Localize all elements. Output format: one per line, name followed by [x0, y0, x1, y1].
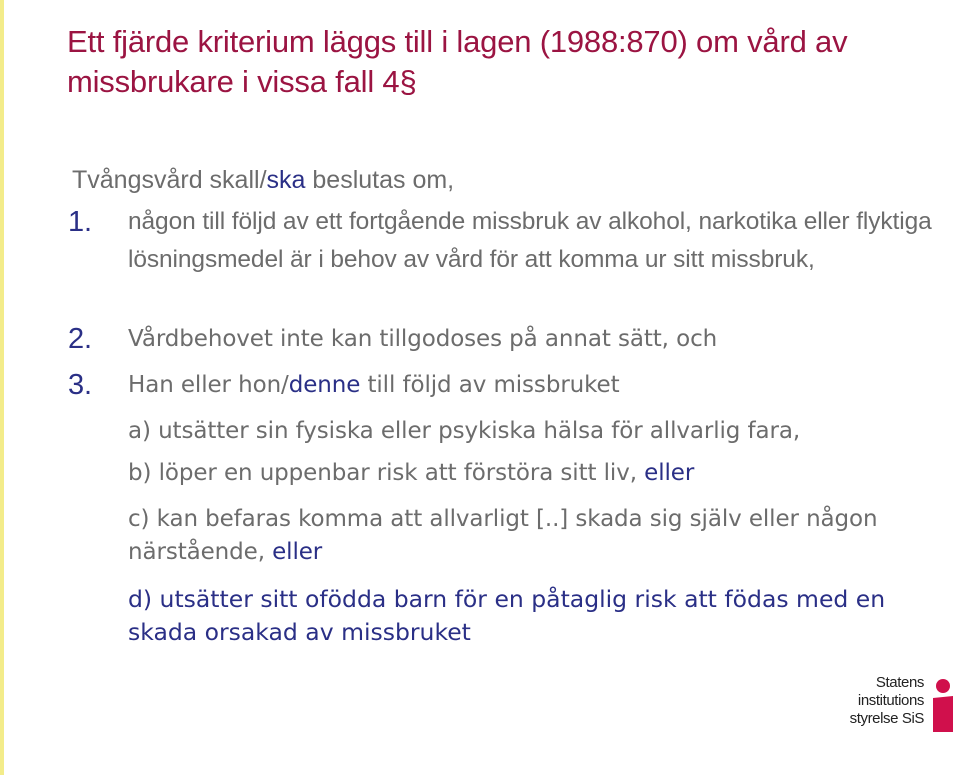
subitem-a — [128, 414, 948, 449]
sis-logo — [849, 674, 960, 754]
subitem-d — [128, 583, 948, 649]
slide-title: Ett fjärde kriterium läggs till i lagen (1988:870) om vård av missbrukare i vissa fall 4§ — [67, 24, 848, 99]
list-item-2 — [68, 320, 948, 358]
side-accent-bar — [0, 0, 4, 775]
subitem-a-text: a) utsätter sin fysiska eller psykiska hälsa för allvarlig fara, — [128, 418, 801, 444]
list-number-2: 2. — [68, 323, 92, 355]
subitem-b-text: b) löper en uppenbar risk att förstöra sitt liv, — [128, 460, 645, 486]
subitem-c-text: c) kan befaras komma att allvarligt [..] skada sig själv eller någon närstående, — [128, 506, 878, 565]
list-text-3-suffix: till följd av missbruket — [360, 372, 620, 398]
subitem-b — [128, 456, 948, 491]
list-item-3 — [68, 366, 948, 404]
sis-logo-icon — [930, 678, 956, 736]
subitem-d-text: d) utsätter sitt ofödda barn för en påtaglig risk att födas med en skada orsakad av missbruket — [128, 585, 886, 646]
intro-line — [72, 164, 454, 196]
logo-text — [850, 674, 924, 728]
subitem-b-highlight: eller — [644, 460, 695, 486]
logo-line-1: Statens — [875, 674, 924, 691]
list-text-3-highlight: denne — [288, 372, 361, 398]
list-text-3-prefix: Han eller hon/ — [128, 372, 289, 398]
subitem-c-highlight: eller — [272, 539, 323, 565]
intro-suffix: beslutas om, — [305, 166, 455, 194]
logo-line-3: styrelse SiS — [849, 710, 924, 727]
list-text-1: någon till följd av ett fortgående missbruk av alkohol, narkotika eller flyktiga lösningsmedel är i behov av vård för att komma ur sitt missbruk, — [128, 208, 932, 273]
list-number-3: 3. — [68, 369, 92, 401]
list-text-2: Vårdbehovet inte kan tillgodoses på annat sätt, och — [128, 326, 718, 352]
list-number-1: 1. — [68, 206, 92, 238]
list-item-1 — [68, 203, 948, 279]
subitem-c — [128, 503, 948, 569]
intro-prefix: Tvångsvård skall/ — [72, 166, 267, 194]
logo-line-2: institutions — [857, 692, 924, 709]
intro-highlight: ska — [266, 166, 306, 194]
